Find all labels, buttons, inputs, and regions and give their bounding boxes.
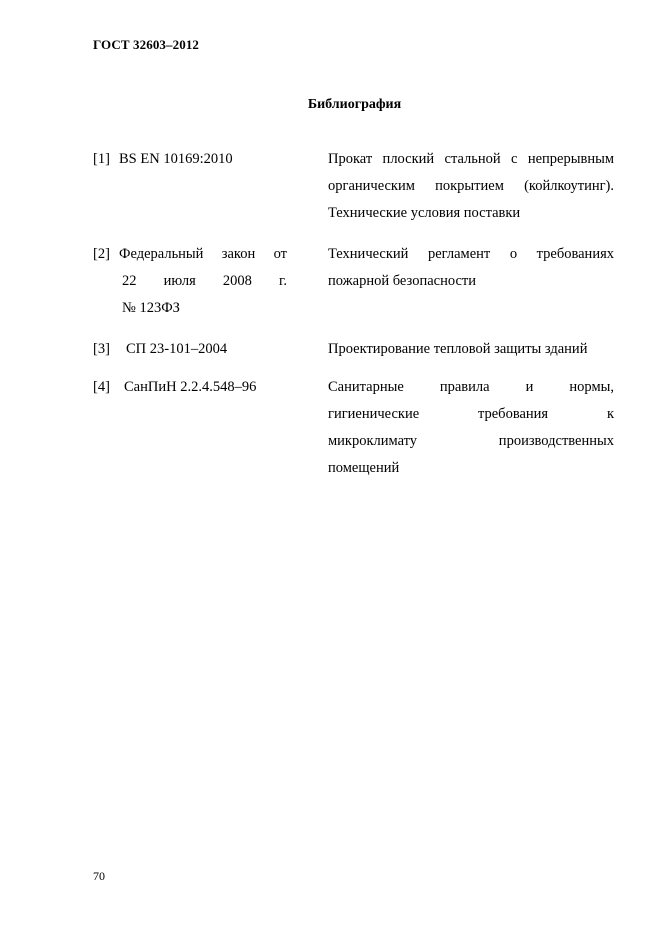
description-line: пожарной безопасности xyxy=(328,273,476,289)
entry-reference xyxy=(124,374,292,401)
entry-number: [4] xyxy=(93,379,110,395)
description-line: гигиенические требования к xyxy=(328,406,614,422)
reference-line: № 123ФЗ xyxy=(122,300,180,316)
description-line: Технические условия поставки xyxy=(328,205,521,221)
description-line: Санитарные правила и нормы, xyxy=(328,379,614,395)
entry-reference xyxy=(119,241,287,322)
description-line: помещений xyxy=(328,460,400,476)
page-number: 70 xyxy=(93,869,105,883)
document-code-header: ГОСТ 32603–2012 xyxy=(93,37,200,52)
entry-description xyxy=(328,146,614,227)
entry-number: [1] xyxy=(93,151,110,167)
reference-line: 22 июля 2008 г. xyxy=(122,273,287,289)
description-line: Технический регламент о требованиях xyxy=(328,246,614,262)
entry-description xyxy=(328,336,614,363)
description-line: Проектирование тепловой защиты зданий xyxy=(328,341,588,357)
description-line: Прокат плоский стальной с непрерывным xyxy=(328,151,614,167)
description-line: органическим покрытием (койлкоутинг). xyxy=(328,178,614,194)
reference-line: СанПиН 2.2.4.548–96 xyxy=(124,379,257,395)
entry-description xyxy=(328,374,614,482)
description-line: микроклимату производственных xyxy=(328,433,614,449)
entry-number: [3] xyxy=(93,341,110,357)
reference-line: СП 23-101–2004 xyxy=(126,341,228,357)
reference-line: BS EN 10169:2010 xyxy=(119,151,233,167)
reference-line: Федеральный закон от xyxy=(119,246,287,262)
entry-reference xyxy=(119,146,287,173)
entry-description xyxy=(328,241,614,295)
entry-number: [2] xyxy=(93,246,110,262)
section-title: Библиография xyxy=(307,97,402,112)
entry-reference xyxy=(126,336,294,363)
